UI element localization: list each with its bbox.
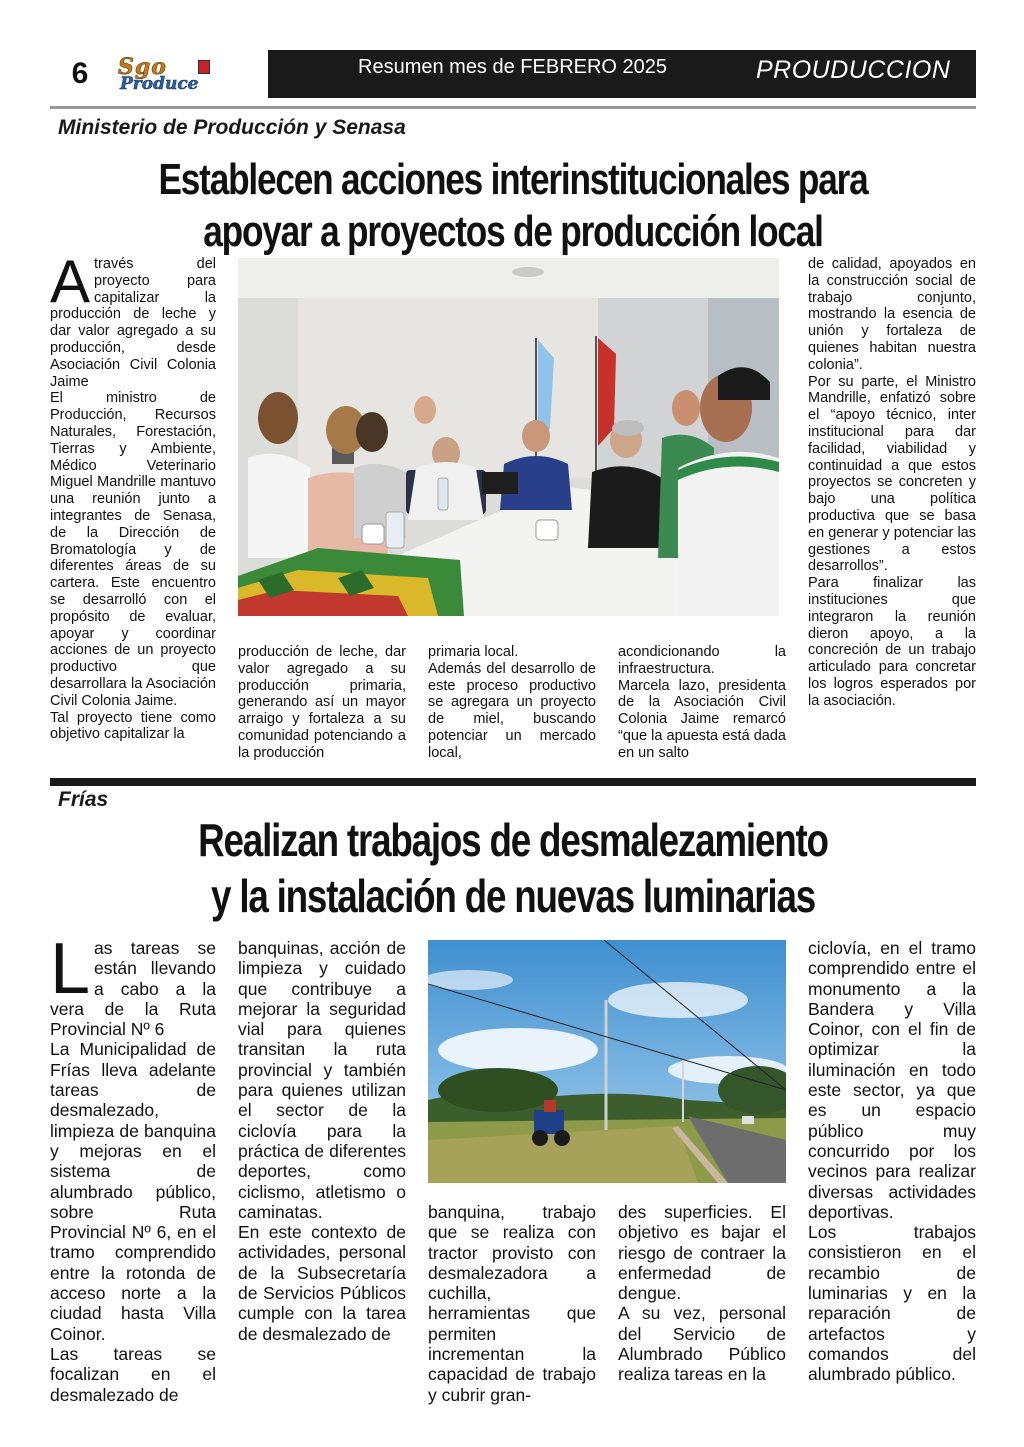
article1-kicker: Ministerio de Producción y Senasa (58, 116, 406, 139)
article2-headline-line2: y la instalación de nuevas luminarias (211, 870, 815, 922)
article1-headline-line1: Establecen acciones interinstitucionales para (158, 155, 868, 204)
article1-column-3 (428, 644, 596, 762)
article2-column-3 (428, 1202, 596, 1405)
article2-paragraph: En este contexto de actividades, personal de la Subsecretaría de Servicios Públicos cumple con la tarea de desmalezado de (238, 1222, 406, 1344)
article2-headline (143, 812, 884, 924)
article2-paragraph: banquina, trabajo que se realiza con tractor provisto con desmalezadora a cuchilla, herramientas que permiten incrementan la capacidad de trabajo y cubrir gran- (428, 1202, 596, 1405)
article1-column-2 (238, 644, 406, 762)
article2-paragraph: Los trabajos consistieron en el recambio de luminarias y en la reparación de artefactos y comandos del alumbrado público. (808, 1222, 976, 1385)
logo-bottom-text: Produce (120, 74, 199, 94)
article2-paragraph: banquinas, acción de limpieza y cuidado que contribuye a mejorar la seguridad vial para quienes transitan la ruta provincial y también para quienes utilizan el sector de la ciclovía para la práctica de diferentes deportes, como ciclismo, atletismo o caminatas. (238, 938, 406, 1222)
article2-paragraph: des superficies. El objetivo es bajar el riesgo de contraer la enfermedad de dengue. (618, 1202, 786, 1304)
article1-paragraph: Marcela lazo, presidenta de la Asociación Civil Colonia Jaime remarcó “que la apuesta está dada en un salto (618, 677, 786, 761)
article2-dropcap: L (50, 929, 91, 1009)
article1-paragraph: acondicionando la infraestructura. (618, 644, 786, 677)
article1-paragraph: de calidad, apoyados en la construcción social de trabajo conjunto, mostrando la esencia de unión y fortaleza de quienes habitan nuestra colonia”. (808, 256, 976, 373)
section-name: PROUDUCCION (756, 56, 951, 84)
article1-paragraph: través del proyecto para capitalizar la producción de leche y dar valor agregado a su producción, desde Asociación Civil Colonia Jaime (50, 256, 216, 390)
article2-paragraph: as tareas se están llevando a cabo a la vera de la Ruta Provincial Nº 6 (50, 938, 216, 1040)
article2-column-4 (618, 1202, 786, 1385)
meeting-photo-image (238, 258, 779, 616)
article1-paragraph: Además del desarrollo de este proceso productivo se agregara un proyecto de miel, buscando potenciar un mercado local, (428, 660, 596, 761)
article2-column-1 (50, 929, 216, 1405)
article1-paragraph: producción de leche, dar valor agregado a su producción primaria, generando así un mayor arraigo y fortaleza a su comunidad potenciando a la producción (238, 644, 406, 761)
roadside-work-photo-image (428, 940, 786, 1183)
article2-column-5 (808, 938, 976, 1385)
meeting-photo (238, 258, 779, 616)
article1-paragraph: El ministro de Producción, Recursos Naturales, Forestación, Tierras y Ambiente, Médico Veterinario Miguel Mandrille mantuvo una reunión junto a integrantes de Senasa, de la Dirección de Bromatología y de diferentes áreas de su cartera. Este encuentro se desarrolló con el propósito de evaluar, apoyar y coordinar acciones de un proyecto productivo que desarrollara la Asociación Civil Colonia Jaime. (50, 390, 216, 709)
logo (114, 52, 259, 98)
article1-headline-line2: apoyar a proyectos de producción local (203, 207, 823, 256)
page-number: 6 (71, 57, 89, 90)
logo-flag-icon (198, 60, 210, 74)
article2-paragraph: La Municipalidad de Frías lleva adelante tareas de desmalezado, limpieza de banquina y mejoras en el sistema de alumbrado público, sobre Ruta Provincial Nº 6, en el tramo comprendido entre la rotonda de acceso norte a la ciudad hasta Villa Coinor. (50, 1039, 216, 1344)
article2-kicker: Frías (58, 788, 109, 811)
roadside-work-photo (428, 940, 786, 1183)
article1-paragraph: primaria local. (428, 644, 519, 660)
article2-paragraph: Las tareas se focalizan en el desmalezado de (50, 1343, 216, 1405)
article2-paragraph: A su vez, personal del Servicio de Alumbrado Público realiza tareas en la (618, 1303, 786, 1385)
article2-column-2 (238, 938, 406, 1344)
article1-headline (143, 154, 884, 258)
logo-top-text: Sgo (118, 54, 167, 80)
section-divider (50, 778, 976, 786)
article2-headline-line1: Realizan trabajos de desmalezamiento (198, 814, 828, 866)
article1-column-1 (50, 248, 216, 743)
article2-paragraph: ciclovía, en el tramo comprendido entre el monumento a la Bandera y Villa Coinor, con el fin de optimizar la iluminación en todo este sector, ya que es un espacio público muy concurrido por los vecinos para realizar diversas actividades deportivas. (808, 938, 976, 1222)
article1-column-4 (618, 644, 786, 762)
article1-dropcap: A (50, 248, 91, 315)
article1-column-5 (808, 256, 976, 710)
header-rule (50, 106, 976, 109)
issue-summary: Resumen mes de FEBRERO 2025 (358, 56, 668, 78)
article1-paragraph: Para finalizar las instituciones que integraron la reunión dieron apoyo, a la concreción de un trabajo articulado para concretar los logros esperados por la asociación. (808, 575, 976, 709)
article1-paragraph: Por su parte, el Ministro Mandrille, enfatizó sobre el “apoyo técnico, inter institucional para dar facilidad, viabilidad y continuidad a que estos proyectos se concreten y bajo una política productiva que se basa en generar y potenciar las gestiones a estos desarrollos”. (808, 373, 976, 575)
article1-paragraph: Tal proyecto tiene como objetivo capitalizar la (50, 709, 216, 743)
